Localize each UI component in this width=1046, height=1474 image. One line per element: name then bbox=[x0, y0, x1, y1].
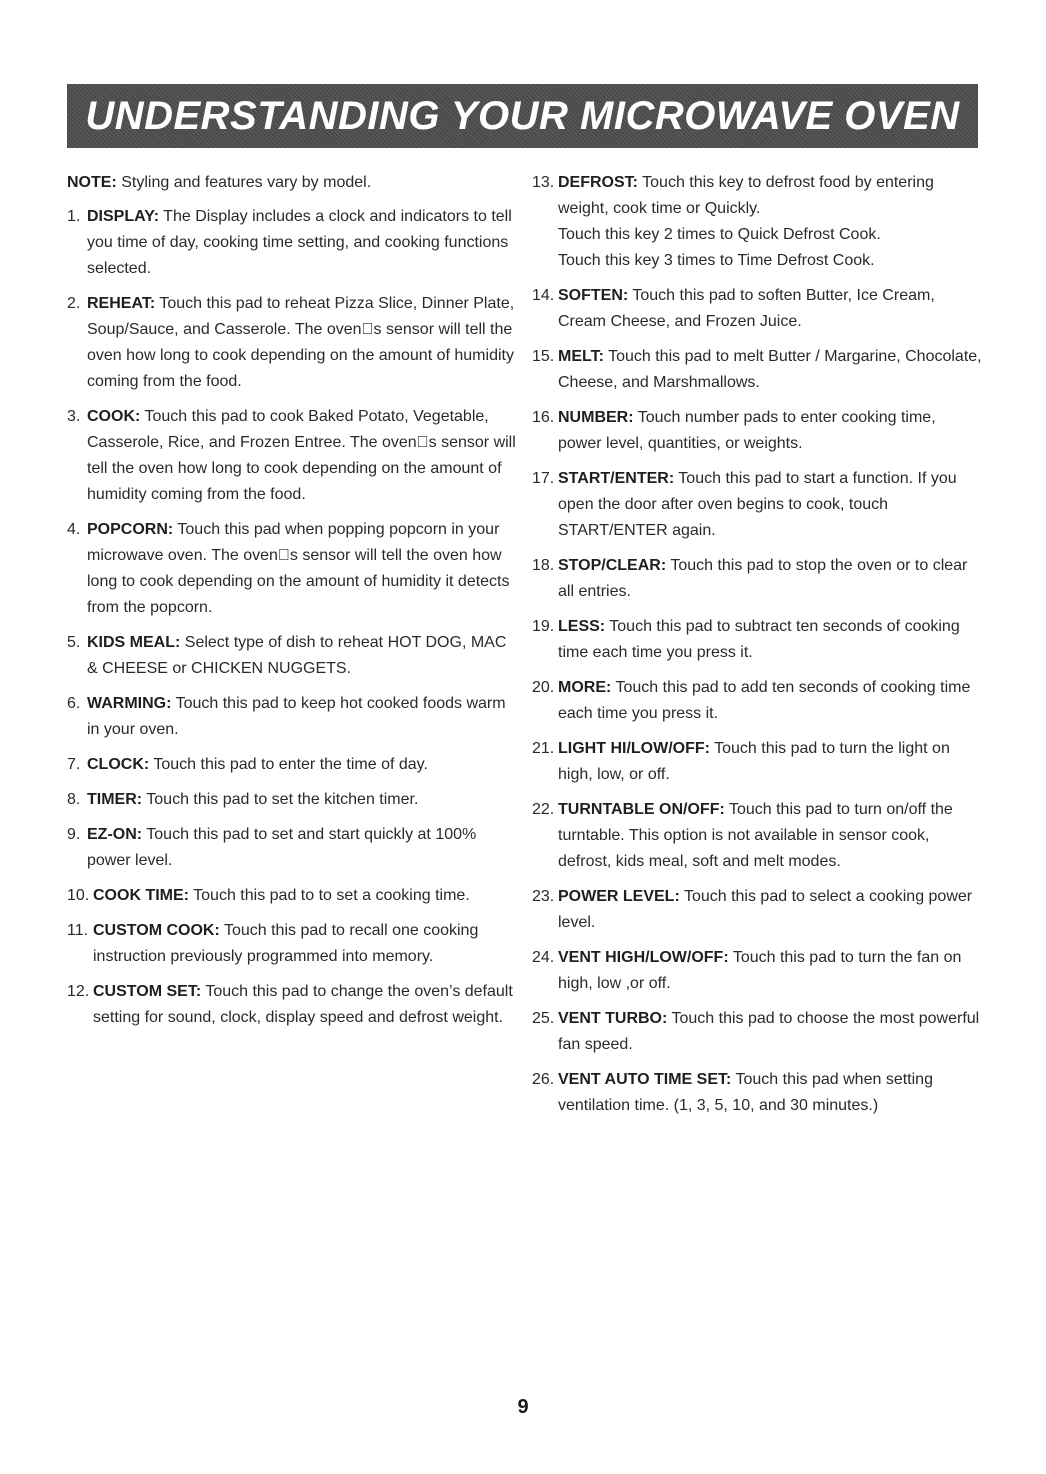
item-label: COOK: bbox=[87, 408, 141, 425]
note-text: Styling and features vary by model. bbox=[116, 174, 372, 191]
item-label: SOFTEN: bbox=[558, 287, 629, 304]
item-number: 21. bbox=[532, 740, 555, 757]
item-text: Touch this pad to start a function. If you open the door after oven begins to cook, touch START/ENTER again. bbox=[558, 470, 957, 539]
left-column bbox=[67, 170, 517, 1040]
item-number: 6. bbox=[67, 695, 81, 712]
list-item bbox=[532, 736, 982, 788]
item-label: POPCORN: bbox=[87, 521, 174, 538]
list-item bbox=[67, 404, 517, 508]
list-item bbox=[532, 466, 982, 544]
list-item bbox=[532, 1067, 982, 1119]
item-number: 20. bbox=[532, 679, 555, 696]
item-number: 8. bbox=[67, 791, 81, 808]
list-item bbox=[532, 884, 982, 936]
right-column bbox=[532, 170, 982, 1128]
list-item bbox=[67, 204, 517, 282]
list-item bbox=[532, 344, 982, 396]
item-label: DEFROST: bbox=[558, 174, 638, 191]
page-number: 9 bbox=[517, 1396, 529, 1418]
item-label: EZ-ON: bbox=[87, 826, 143, 843]
item-text: Touch this pad when setting ventilation time. (1, 3, 5, 10, and 30 minutes.) bbox=[558, 1071, 933, 1114]
list-item bbox=[67, 291, 517, 395]
item-text: Touch this pad to turn the fan on high, low ,or off. bbox=[558, 949, 962, 992]
item-text: Select type of dish to reheat HOT DOG, MAC & CHEESE or CHICKEN NUGGETS. bbox=[87, 634, 507, 677]
item-label: LESS: bbox=[558, 618, 606, 635]
item-number: 16. bbox=[532, 409, 555, 426]
item-label: MORE: bbox=[558, 679, 612, 696]
item-number: 19. bbox=[532, 618, 555, 635]
item-text: Touch this pad to recall one cooking instruction previously programmed into memory. bbox=[93, 922, 479, 965]
item-label: TURNTABLE ON/OFF: bbox=[558, 801, 725, 818]
list-item bbox=[532, 945, 982, 997]
item-label: STOP/CLEAR: bbox=[558, 557, 667, 574]
item-text: Touch this pad to melt Butter / Margarine, Chocolate, Cheese, and Marshmallows. bbox=[558, 348, 982, 391]
item-number: 1. bbox=[67, 208, 81, 225]
item-number: 4. bbox=[67, 521, 81, 538]
item-label: START/ENTER: bbox=[558, 470, 675, 487]
item-text: Touch this pad when popping popcorn in your microwave oven. The oven s sensor will tell the oven how long to cook depending on the amount of humidity it detects from the popcorn. bbox=[87, 521, 510, 616]
item-text: Touch this pad to soften Butter, Ice Cream, Cream Cheese, and Frozen Juice. bbox=[558, 287, 935, 330]
list-item bbox=[67, 517, 517, 621]
item-number: 3. bbox=[67, 408, 81, 425]
item-label: REHEAT: bbox=[87, 295, 156, 312]
item-label: CLOCK: bbox=[87, 756, 150, 773]
item-number: 10. bbox=[67, 887, 90, 904]
item-label: POWER LEVEL: bbox=[558, 888, 680, 905]
item-number: 9. bbox=[67, 826, 81, 843]
title-banner bbox=[67, 84, 978, 148]
list-item bbox=[532, 675, 982, 727]
item-text: Touch number pads to enter cooking time, power level, quantities, or weights. bbox=[558, 409, 936, 452]
item-subtext: Touch this key 2 times to Quick Defrost Cook. bbox=[558, 226, 881, 243]
item-label: CUSTOM COOK: bbox=[93, 922, 220, 939]
item-text: The Display includes a clock and indicators to tell you time of day, cooking time setting, and cooking functions selected. bbox=[87, 208, 512, 277]
item-label: VENT HIGH/LOW/OFF: bbox=[558, 949, 729, 966]
item-number: 11. bbox=[67, 922, 89, 939]
list-item bbox=[67, 883, 517, 909]
item-label: KIDS MEAL: bbox=[87, 634, 181, 651]
item-label: COOK TIME: bbox=[93, 887, 189, 904]
item-number: 12. bbox=[67, 983, 90, 1000]
item-label: VENT AUTO TIME SET: bbox=[558, 1071, 732, 1088]
list-item bbox=[532, 283, 982, 335]
item-text: Touch this pad to choose the most powerful fan speed. bbox=[558, 1010, 980, 1053]
item-text: Touch this pad to stop the oven or to clear all entries. bbox=[558, 557, 968, 600]
item-text: Touch this pad to set the kitchen timer. bbox=[142, 791, 419, 808]
list-item bbox=[67, 630, 517, 682]
item-label: VENT TURBO: bbox=[558, 1010, 668, 1027]
page-title: UNDERSTANDING YOUR MICROWAVE OVEN bbox=[85, 93, 960, 138]
item-text: Touch this pad to subtract ten seconds of cooking time each time you press it. bbox=[558, 618, 960, 661]
item-number: 13. bbox=[532, 174, 555, 191]
item-number: 7. bbox=[67, 756, 81, 773]
item-label: DISPLAY: bbox=[87, 208, 160, 225]
list-item bbox=[532, 553, 982, 605]
item-subtext: Touch this key 3 times to Time Defrost Cook. bbox=[558, 252, 875, 269]
item-number: 25. bbox=[532, 1010, 555, 1027]
item-text: Touch this pad to cook Baked Potato, Vegetable, Casserole, Rice, and Frozen Entree. The oven s sensor will tell the oven how long to cook depending on the amount of humidity coming from the food. bbox=[87, 408, 516, 503]
item-text: Touch this key to defrost food by entering weight, cook time or Quickly. bbox=[558, 174, 934, 217]
item-text: Touch this pad to change the oven’s default setting for sound, clock, display speed and defrost weight. bbox=[93, 983, 513, 1026]
item-text: Touch this pad to turn on/off the turntable. This option is not available in sensor cook, defrost, kids meal, soft and melt modes. bbox=[558, 801, 953, 870]
item-text: Touch this pad to add ten seconds of cooking time each time you press it. bbox=[558, 679, 971, 722]
item-number: 23. bbox=[532, 888, 555, 905]
list-item bbox=[67, 787, 517, 813]
item-number: 24. bbox=[532, 949, 555, 966]
list-item bbox=[67, 979, 517, 1031]
item-number: 14. bbox=[532, 287, 555, 304]
list-item bbox=[67, 822, 517, 874]
item-label: MELT: bbox=[558, 348, 604, 365]
item-text: Touch this pad to select a cooking power level. bbox=[558, 888, 973, 931]
note-label: NOTE: bbox=[67, 174, 117, 191]
item-label: WARMING: bbox=[87, 695, 172, 712]
list-item bbox=[532, 614, 982, 666]
item-text: Touch this pad to enter the time of day. bbox=[149, 756, 428, 773]
item-number: 26. bbox=[532, 1071, 555, 1088]
list-item bbox=[532, 797, 982, 875]
item-text: Touch this pad to reheat Pizza Slice, Dinner Plate, Soup/Sauce, and Casserole. The oven s sensor will tell the oven how long to cook depending on the amount of humidity coming from the food. bbox=[87, 295, 515, 390]
item-label: TIMER: bbox=[87, 791, 143, 808]
item-text: Touch this pad to keep hot cooked foods warm in your oven. bbox=[87, 695, 506, 738]
list-item bbox=[532, 170, 982, 274]
list-item bbox=[67, 752, 517, 778]
item-text: Touch this pad to set and start quickly at 100% power level. bbox=[87, 826, 477, 869]
item-label: LIGHT HI/LOW/OFF: bbox=[558, 740, 710, 757]
list-item bbox=[67, 918, 517, 970]
note bbox=[67, 170, 517, 196]
item-number: 17. bbox=[532, 470, 555, 487]
item-number: 22. bbox=[532, 801, 555, 818]
item-number: 15. bbox=[532, 348, 555, 365]
item-label: CUSTOM SET: bbox=[93, 983, 202, 1000]
item-label: NUMBER: bbox=[558, 409, 634, 426]
list-item bbox=[67, 691, 517, 743]
list-item bbox=[532, 405, 982, 457]
item-number: 2. bbox=[67, 295, 81, 312]
item-text: Touch this pad to to set a cooking time. bbox=[189, 887, 470, 904]
item-number: 18. bbox=[532, 557, 555, 574]
list-item bbox=[532, 1006, 982, 1058]
item-number: 5. bbox=[67, 634, 81, 651]
item-text: Touch this pad to turn the light on high, low, or off. bbox=[558, 740, 950, 783]
